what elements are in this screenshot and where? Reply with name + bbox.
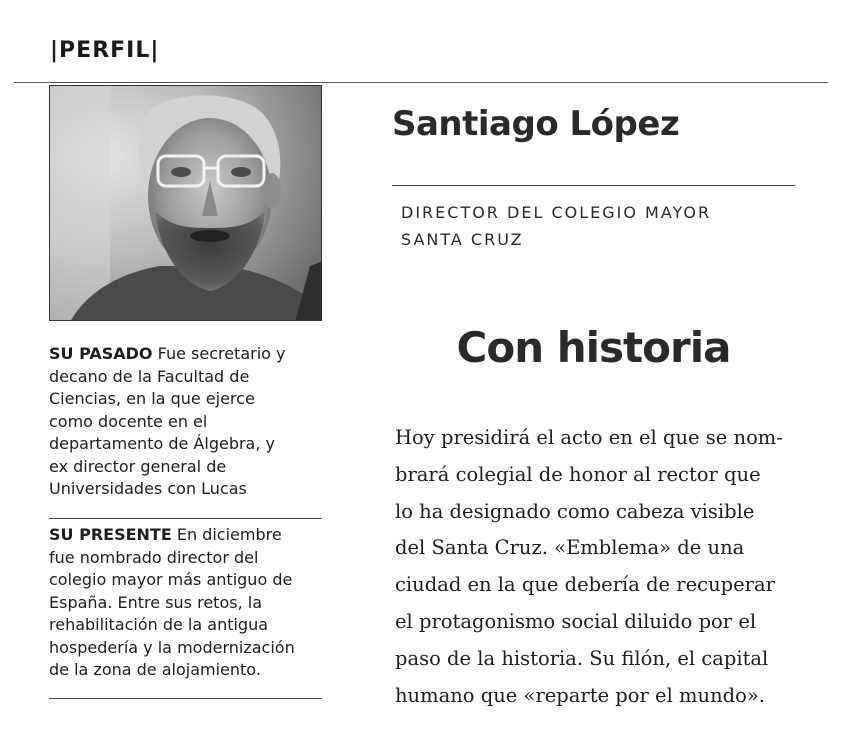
top-rule <box>14 82 828 83</box>
presente-line-4: España. Entre sus retos, la <box>49 592 262 612</box>
presente-label: SU PRESENTE <box>49 525 172 544</box>
pasado-line-7: Universidades con Lucas <box>49 479 247 498</box>
name-rule <box>392 185 795 186</box>
presente-line-6: hospedería y la modernización <box>49 637 295 657</box>
portrait-photo <box>49 85 322 321</box>
role-line-2: SANTA CRUZ <box>401 230 524 249</box>
section-tag: |PERFIL| <box>50 38 160 63</box>
presente-line-7: de la zona de alojamiento. <box>49 660 261 679</box>
role-line-1: DIRECTOR DEL COLEGIO MAYOR <box>401 203 712 222</box>
pasado-line-5: departamento de Álgebra, y <box>49 434 275 453</box>
pasado-text: Fue secretario y <box>157 344 286 363</box>
sidebar-divider <box>49 518 322 519</box>
pasado-line-4: como docente en el <box>49 411 208 431</box>
presente-line-5: rehabilitación de la antigua <box>49 615 269 634</box>
body-line-1: Hoy presidirá el acto en el que se nom- <box>395 426 783 449</box>
pasado-line-6: ex director general de <box>49 456 227 476</box>
body-line-3: lo ha designado como cabeza visible <box>395 499 755 523</box>
person-name: Santiago López <box>392 104 680 144</box>
article-headline: Con historia <box>456 323 731 372</box>
body-line-6: el protagonismo social diluido por el <box>395 609 757 633</box>
presente-line-2: fue nombrado director del <box>49 547 259 567</box>
presente-text: En diciembre <box>176 525 282 544</box>
body-line-2: brará colegial de honor al rector que <box>395 462 761 486</box>
person-role <box>401 199 711 253</box>
body-line-5: ciudad en la que debería de recuperar <box>395 573 775 597</box>
presente-line-1 <box>49 524 322 547</box>
body-line-4: del Santa Cruz. «Emblema» de una <box>395 536 745 560</box>
sidebar-bottom-rule <box>49 698 322 699</box>
sidebar-pasado <box>49 343 322 501</box>
body-line-8: humano que «reparte por el mundo». <box>395 683 765 707</box>
sidebar-presente <box>49 524 322 682</box>
article-body <box>395 420 800 714</box>
pasado-line-2: decano de la Facultad de <box>49 366 250 386</box>
pasado-line-1 <box>49 343 322 366</box>
pasado-line-3: Ciencias, en la que ejerce <box>49 389 255 408</box>
body-line-7: paso de la historia. Su filón, el capital <box>395 646 769 670</box>
pasado-label: SU PASADO <box>49 344 153 363</box>
presente-line-3: colegio mayor más antiguo de <box>49 570 293 589</box>
